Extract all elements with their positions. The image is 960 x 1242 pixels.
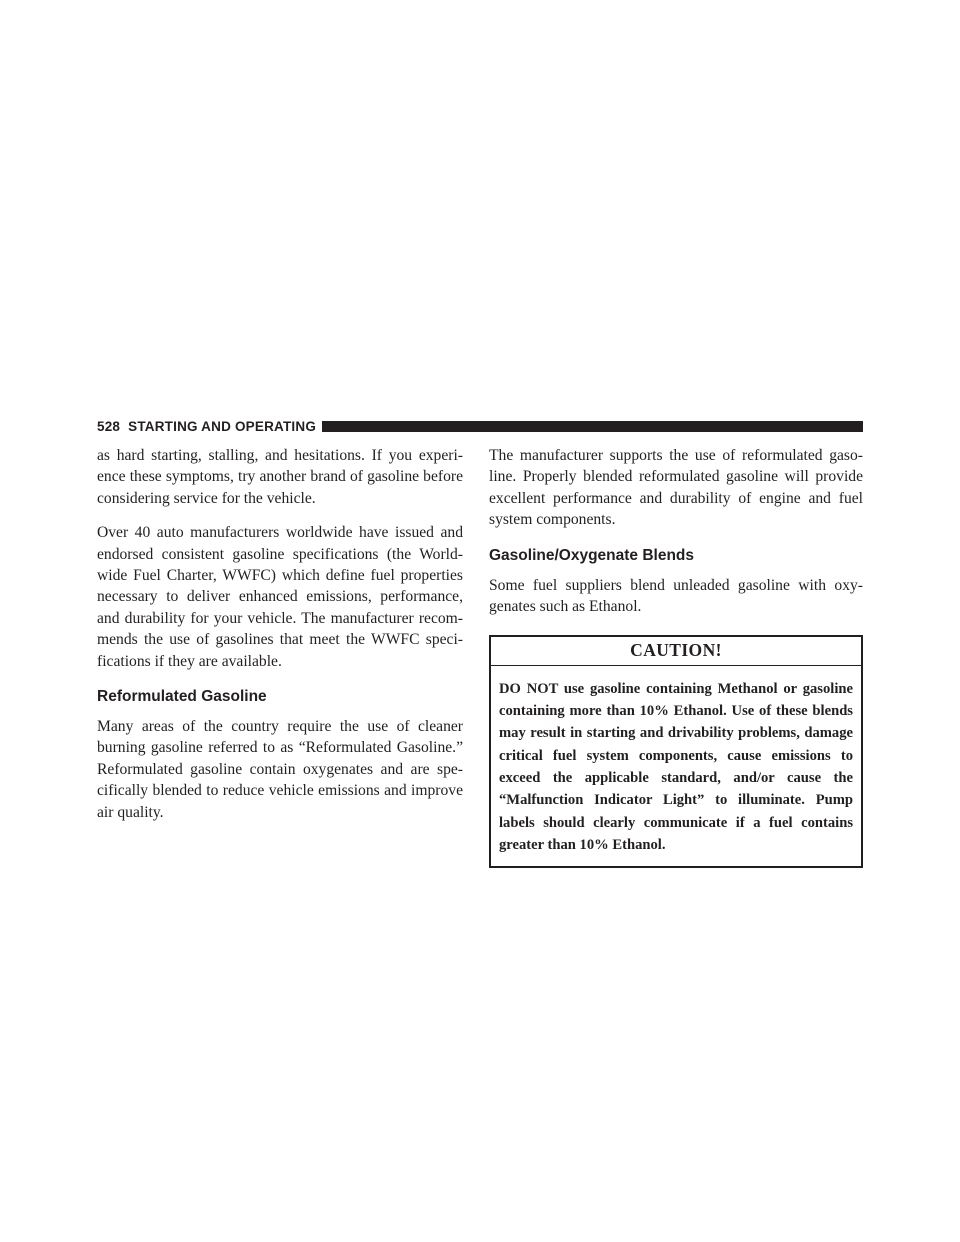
section-heading: Gasoline/Oxygenate Blends bbox=[489, 546, 695, 564]
caution-box bbox=[489, 635, 863, 868]
caution-title: CAUTION! bbox=[491, 637, 861, 665]
page-header bbox=[97, 418, 863, 434]
left-column bbox=[97, 445, 463, 836]
paragraph: as hard starting, stalling, and hesitations. If you experience these symptoms, try another brand of gasoline before considering service for the vehicle. bbox=[97, 447, 463, 507]
section-heading: Reformulated Gasoline bbox=[97, 688, 267, 706]
paragraph: The manufacturer supports the use of reformulated gasoline. Properly blended reformulated gasoline will provide excellent performance and durability of engine and fuel system components. bbox=[489, 447, 863, 529]
section-title: STARTING AND OPERATING bbox=[128, 418, 317, 434]
paragraph: Some fuel suppliers blend unleaded gasoline with oxygenates such as Ethanol. bbox=[489, 576, 863, 616]
page-number: 528 bbox=[97, 418, 121, 434]
paragraph: Over 40 auto manufacturers worldwide have issued and endorsed consistent gasoline specifications (the Worldwide Fuel Charter, WWFC) which define fuel properties necessary to deliver enhanced emissions, performance, and durability for your vehicle. The manufacturer recommends the use of gasolines that meet the WWFC specifications if they are available. bbox=[97, 524, 463, 670]
caution-text: DO NOT use gasoline containing Methanol or gasoline containing more than 10% Ethanol. Use of these blends may result in starting and drivability problems, damage critical fuel system components, cause emissions to exceed the applicable standard, and/or cause the “Malfunction Indicator Light” to illuminate. Pump labels should clearly communicate if a fuel contains greater than 10% Ethanol. bbox=[499, 680, 853, 853]
paragraph: Many areas of the country require the use of cleaner burning gasoline referred to as “Reformulated Gasoline.” Reformulated gasoline contain oxygenates and are specifically blended to reduce vehicle emissions and improve air quality. bbox=[97, 718, 463, 821]
header-rule bbox=[322, 421, 863, 432]
right-column bbox=[489, 445, 863, 868]
